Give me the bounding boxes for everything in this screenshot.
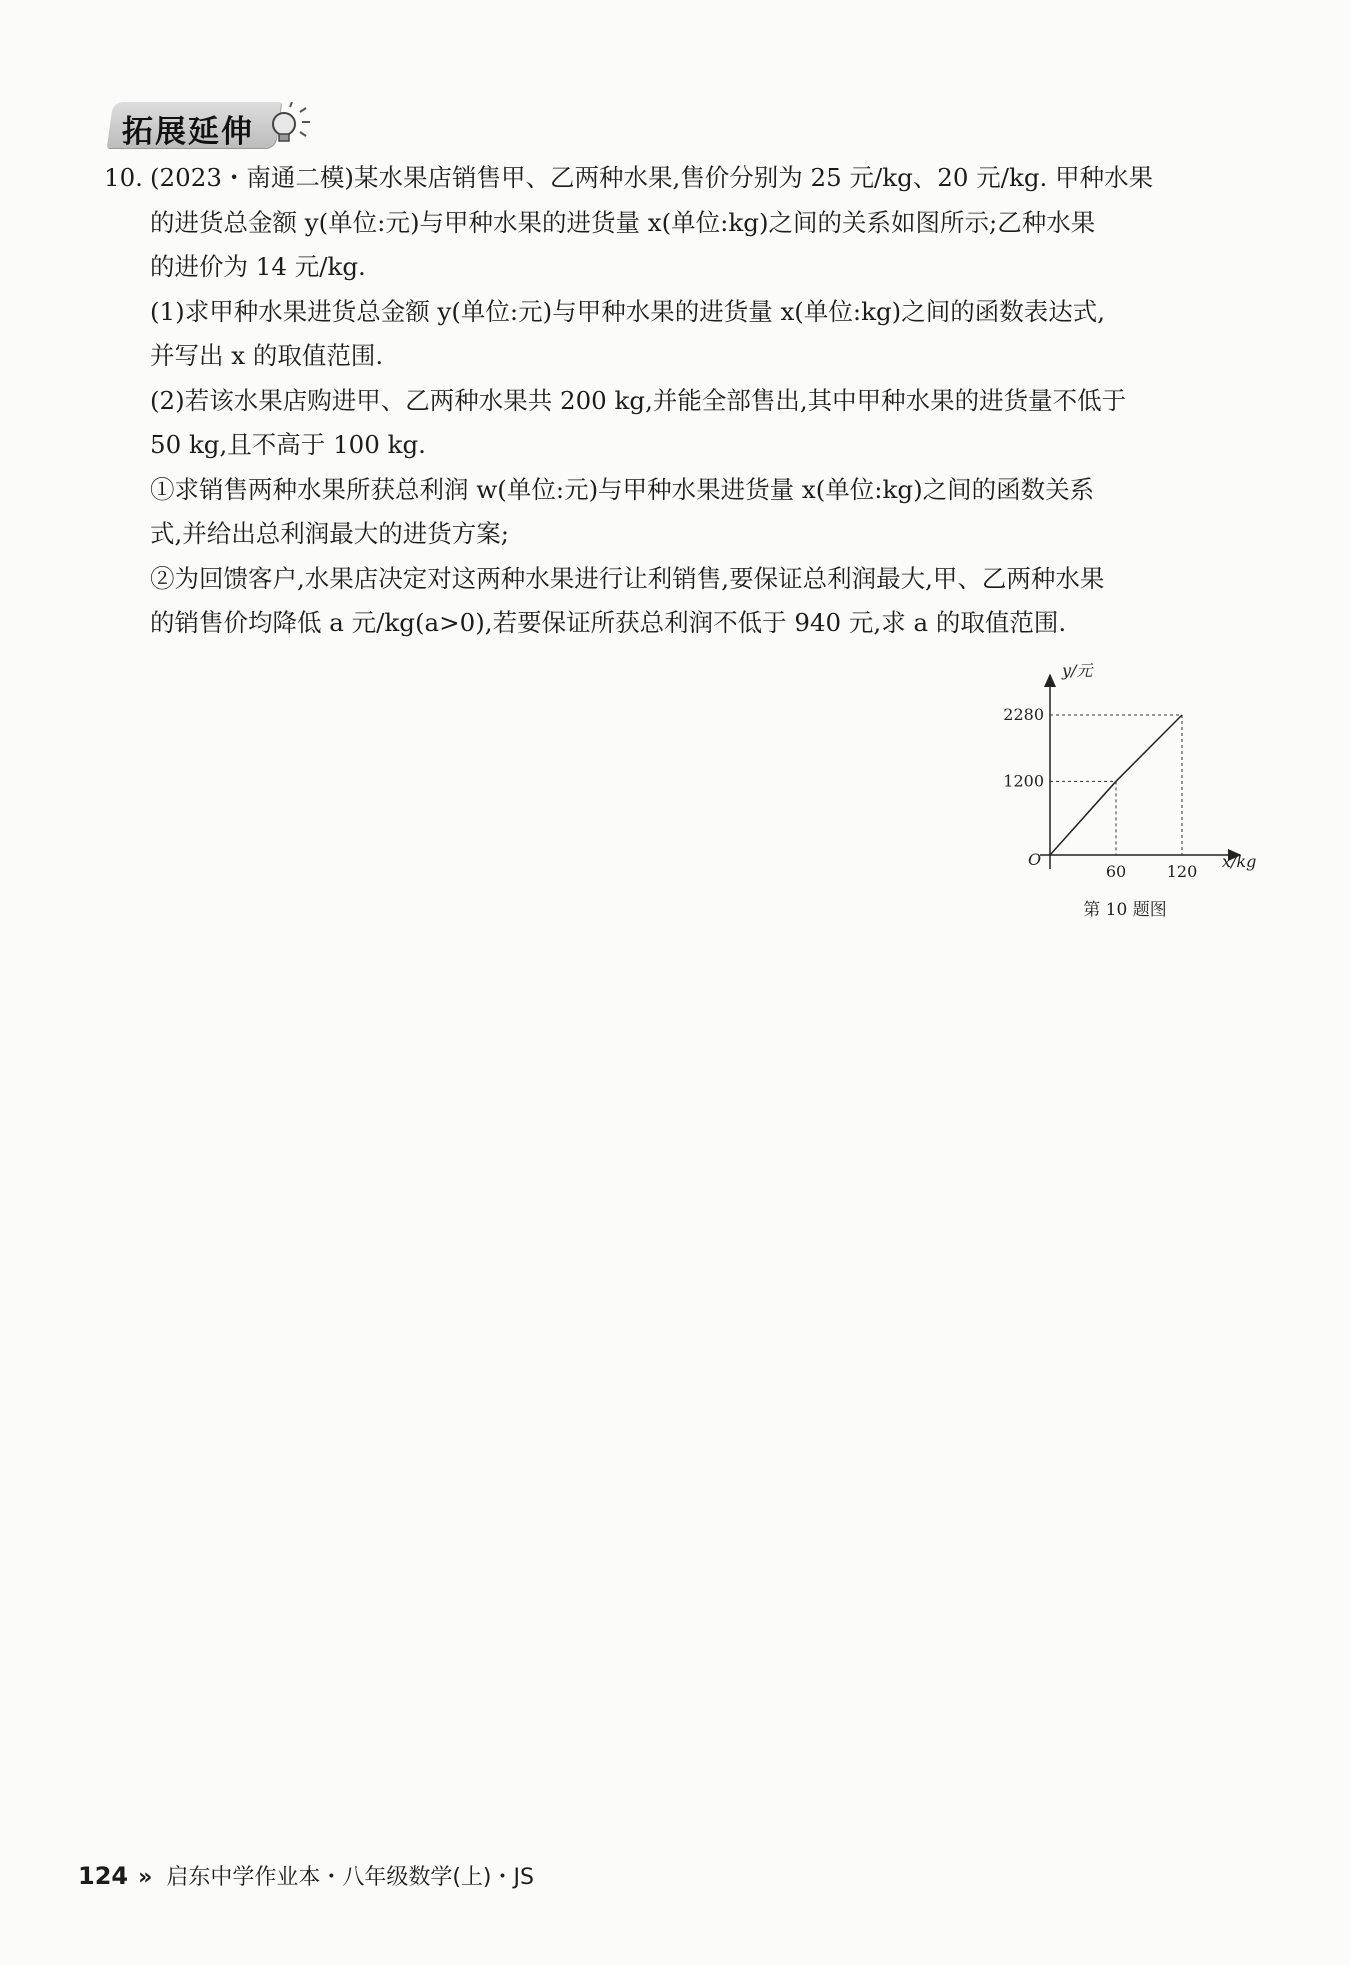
line-chart [1000, 655, 1270, 925]
lightbulb-icon [266, 102, 312, 148]
page-footer [78, 1860, 534, 1891]
part1-line: 并写出 x 的取值范围. [150, 341, 384, 370]
x-tick-label: 120 [1166, 862, 1198, 881]
chevron-icon: » [138, 1865, 153, 1890]
x-axis-label: x/kg [1222, 852, 1257, 871]
problem-line: 的进货总金额 y(单位:元)与甲种水果的进货量 x(单位:kg)之间的关系如图所示;乙种水果 [150, 207, 1096, 237]
part2-line: 50 kg,且不高于 100 kg. [150, 430, 426, 459]
section-header [110, 100, 295, 152]
series-line [1050, 715, 1182, 855]
figure [1000, 655, 1270, 929]
page-number: 124 [78, 1862, 129, 1890]
part2-1-line: 式,并给出总利润最大的进货方案; [150, 519, 510, 548]
problem-number: 10. [104, 163, 143, 192]
problem-line: 10. (2023・南通二模)某水果店销售甲、乙两种水果,售价分别为 25 元/kg、20 元/kg. 甲种水果 [104, 156, 1264, 201]
part1-line: (1)求甲种水果进货总金额 y(单位:元)与甲种水果的进货量 x(单位:kg)之间的函数表达式, [150, 296, 1105, 326]
problem-10 [104, 156, 1264, 646]
problem-line: 的进价为 14 元/kg. [150, 252, 366, 281]
part2-line: (2)若该水果店购进甲、乙两种水果共 200 kg,并能全部售出,其中甲种水果的进货量不低于 [150, 385, 1127, 415]
section-title: 拓展延伸 [122, 114, 254, 150]
y-axis-label: y/元 [1062, 661, 1093, 680]
y-tick-label: 2280 [1003, 705, 1044, 724]
figure-caption: 第 10 题图 [1083, 900, 1167, 920]
part2-2-line: 的销售价均降低 a 元/kg(a>0),若要保证所获总利润不低于 940 元,求 a 的取值范围. [150, 608, 1067, 637]
origin-label: O [1028, 850, 1042, 869]
part2-2-line: ②为回馈客户,水果店决定对这两种水果进行让利销售,要保证总利润最大,甲、乙两种水果 [150, 563, 1105, 593]
y-tick-label: 1200 [1003, 771, 1044, 791]
x-tick-label: 60 [1105, 862, 1127, 881]
part2-1-line: ①求销售两种水果所获总利润 w(单位:元)与甲种水果进货量 x(单位:kg)之间的函数关系 [150, 474, 1095, 504]
book-title: 启东中学作业本・八年级数学(上)・JS [166, 1865, 534, 1890]
